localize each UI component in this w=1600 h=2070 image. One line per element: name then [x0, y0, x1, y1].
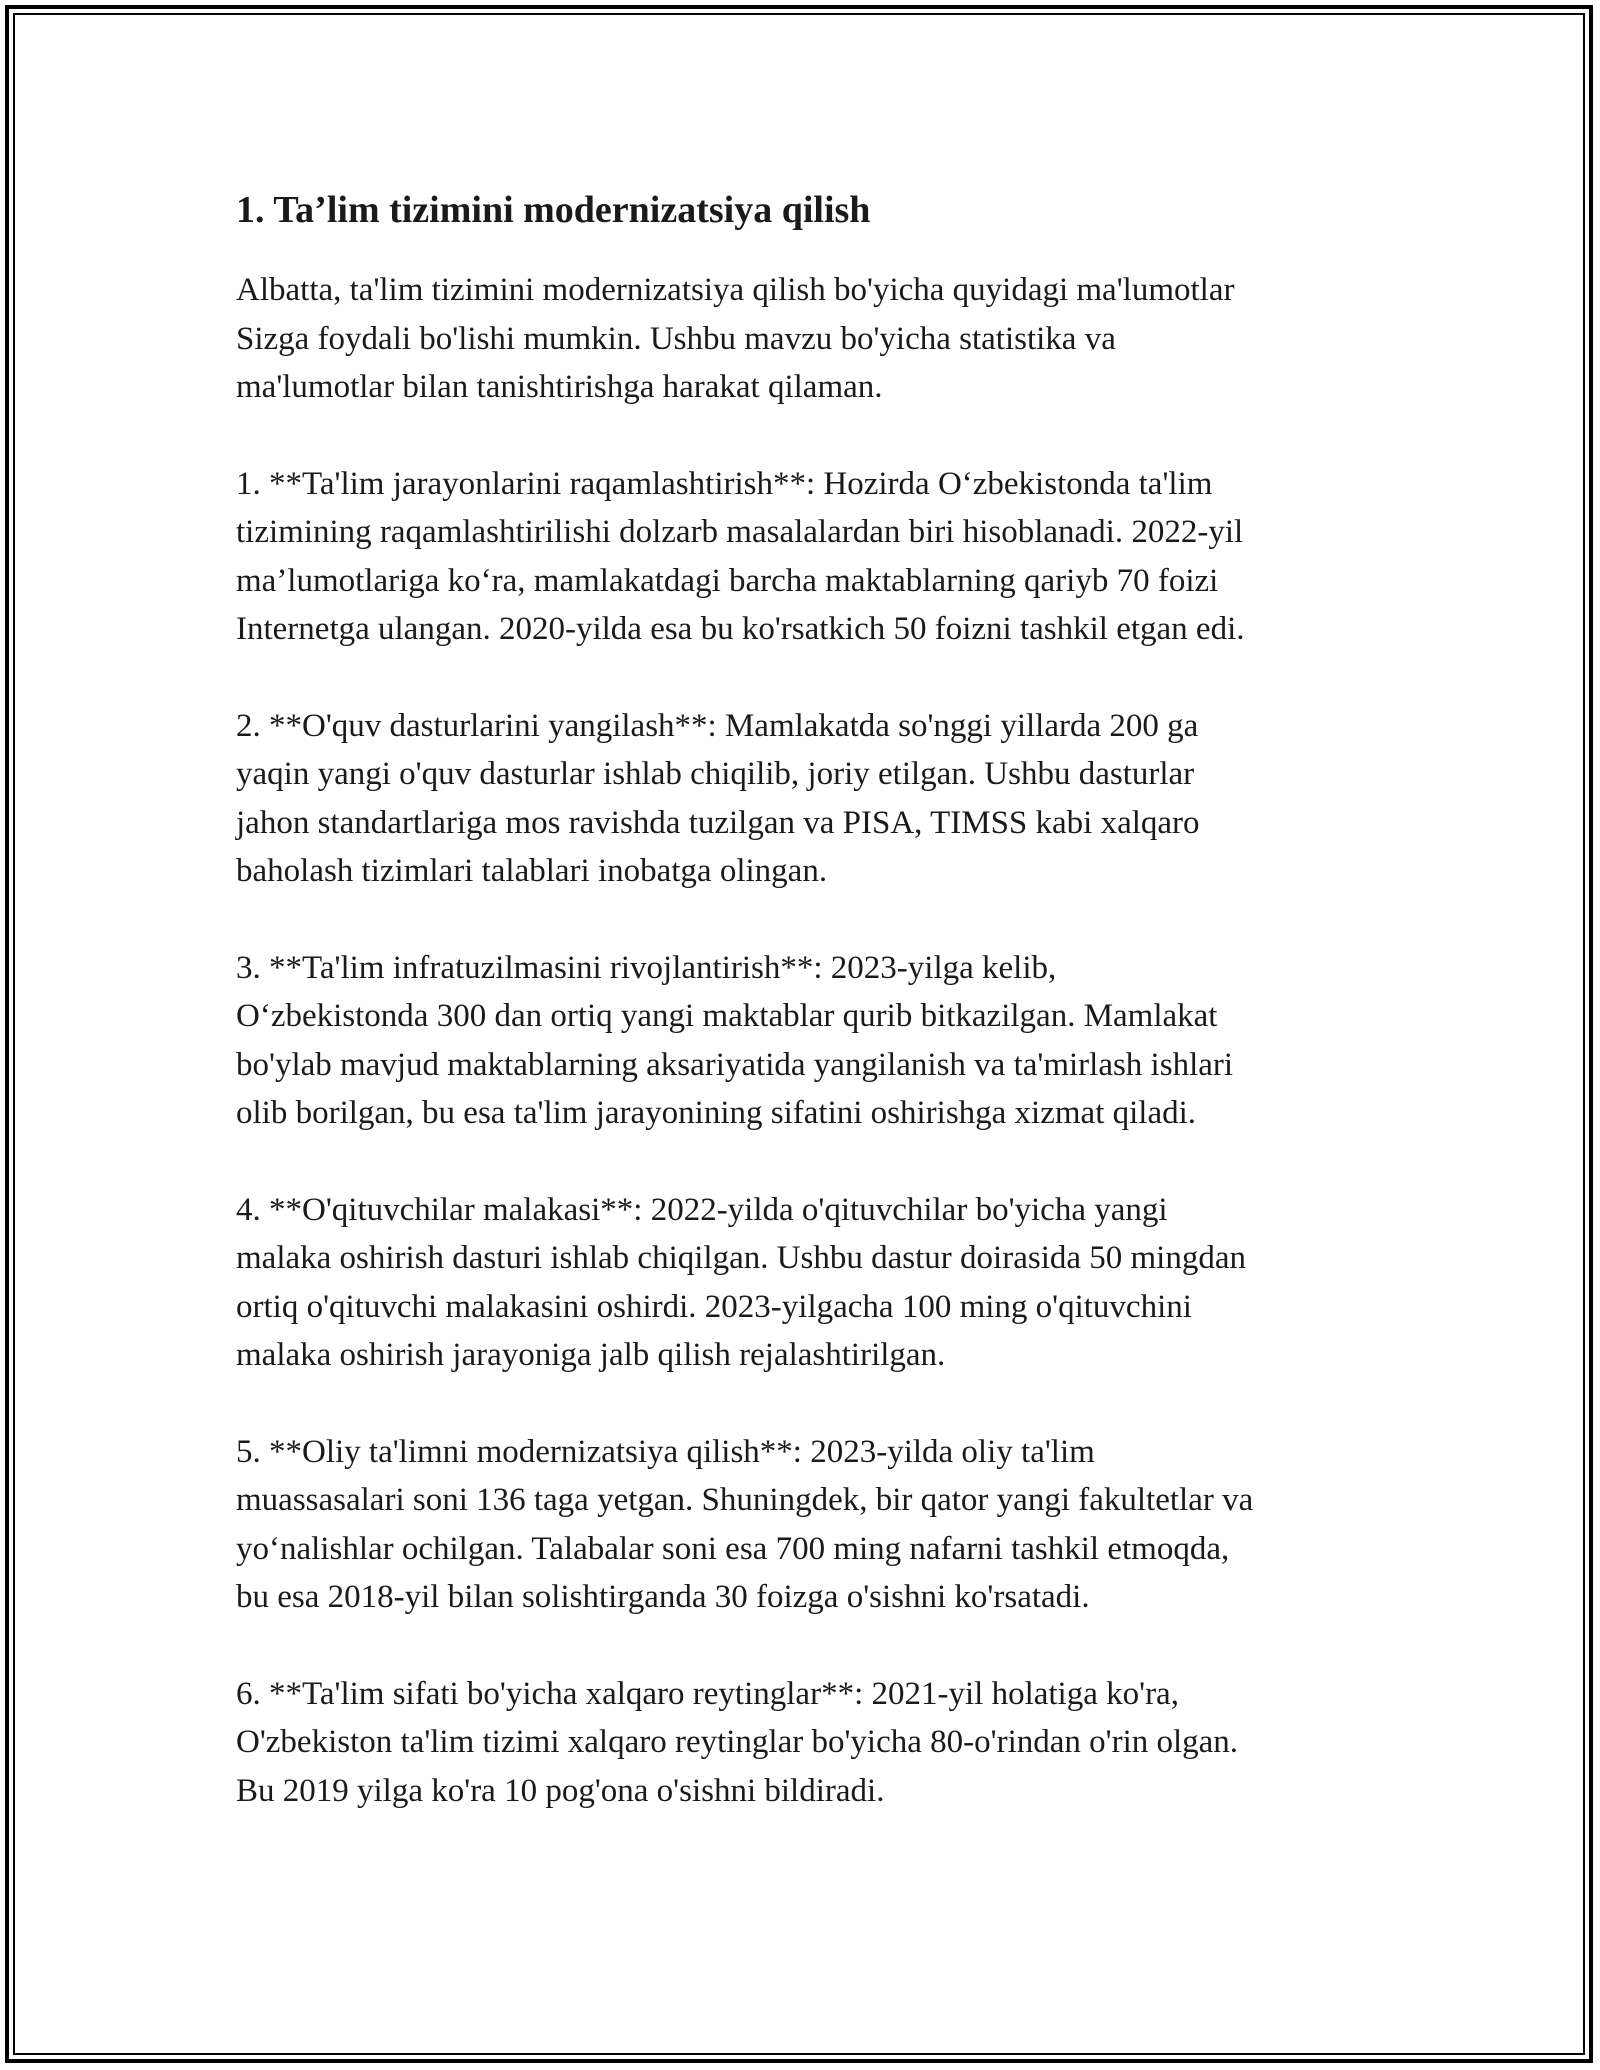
paragraph-curriculum: 2. **O'quv dasturlarini yangilash**: Mamlakatda so'nggi yillarda 200 ga yaqin yangi o'quv dasturlar ishlab chiqilib, joriy etilgan. Ushbu dasturlar jahon standartlariga mos ravishda tuzilgan va PISA, TIMSS kabi xalqaro baholash tizimlari talablari inobatga olingan. [236, 707, 1200, 889]
document-title: 1. Ta’lim tizimini modernizatsiya qilish [236, 189, 871, 231]
paragraph-infrastructure: 3. **Ta'lim infratuzilmasini rivojlantirish**: 2023-yilga kelib, O‘zbekistonda 300 dan ortiq yangi maktablar qurib bitkazilgan. Mamlakat bo'ylab mavjud maktablarning aksariyatida yangilanish va ta'mirlash ishlari olib borilgan, bu esa ta'lim jarayonining sifatini oshirishga xizmat qiladi. [236, 949, 1234, 1131]
paragraph-higher-education: 5. **Oliy ta'limni modernizatsiya qilish**: 2023-yilda oliy ta'lim muassasalari soni 136 taga yetgan. Shuningdek, bir qator yangi fakultetlar va yo‘nalishlar ochilgan. Talabalar soni esa 700 ming nafarni tashkil etmoqda, bu esa 2018-yil bilan solishtirganda 30 foizga o'sishni ko'rsatadi. [236, 1433, 1254, 1615]
paragraph-international-ratings: 6. **Ta'lim sifati bo'yicha xalqaro reytinglar**: 2021-yil holatiga ko'ra, O'zbekiston ta'lim tizimi xalqaro reytinglar bo'yicha 80-o'rindan o'rin olgan. Bu 2019 yilga ko'ra 10 pog'ona o'sishni bildiradi. [236, 1675, 1239, 1809]
paragraph-digitalization: 1. **Ta'lim jarayonlarini raqamlashtirish**: Hozirda O‘zbekistonda ta'lim tizimining raqamlashtirilishi dolzarb masalalardan biri hisoblanadi. 2022-yil ma’lumotlariga ko‘ra, mamlakatdagi barcha maktablarning qariyb 70 foizi Internetga ulangan. 2020-yilda esa bu ko'rsatkich 50 foizni tashkil etgan edi. [236, 465, 1245, 647]
intro-paragraph: Albatta, ta'lim tizimini modernizatsiya qilish bo'yicha quyidagi ma'lumotlar Sizga foydali bo'lishi mumkin. Ushbu mavzu bo'yicha statistika va ma'lumotlar bilan tanishtirishga harakat qilaman. [236, 272, 1235, 405]
document-body [236, 186, 1386, 1863]
paragraph-teachers: 4. **O'qituvchilar malakasi**: 2022-yilda o'qituvchilar bo'yicha yangi malaka oshirish dasturi ishlab chiqilgan. Ushbu dastur doirasida 50 mingdan ortiq o'qituvchi malakasini oshirdi. 2023-yilgacha 100 ming o'qituvchini malaka oshirish jarayoniga jalb qilish rejalashtirilgan. [236, 1191, 1246, 1373]
